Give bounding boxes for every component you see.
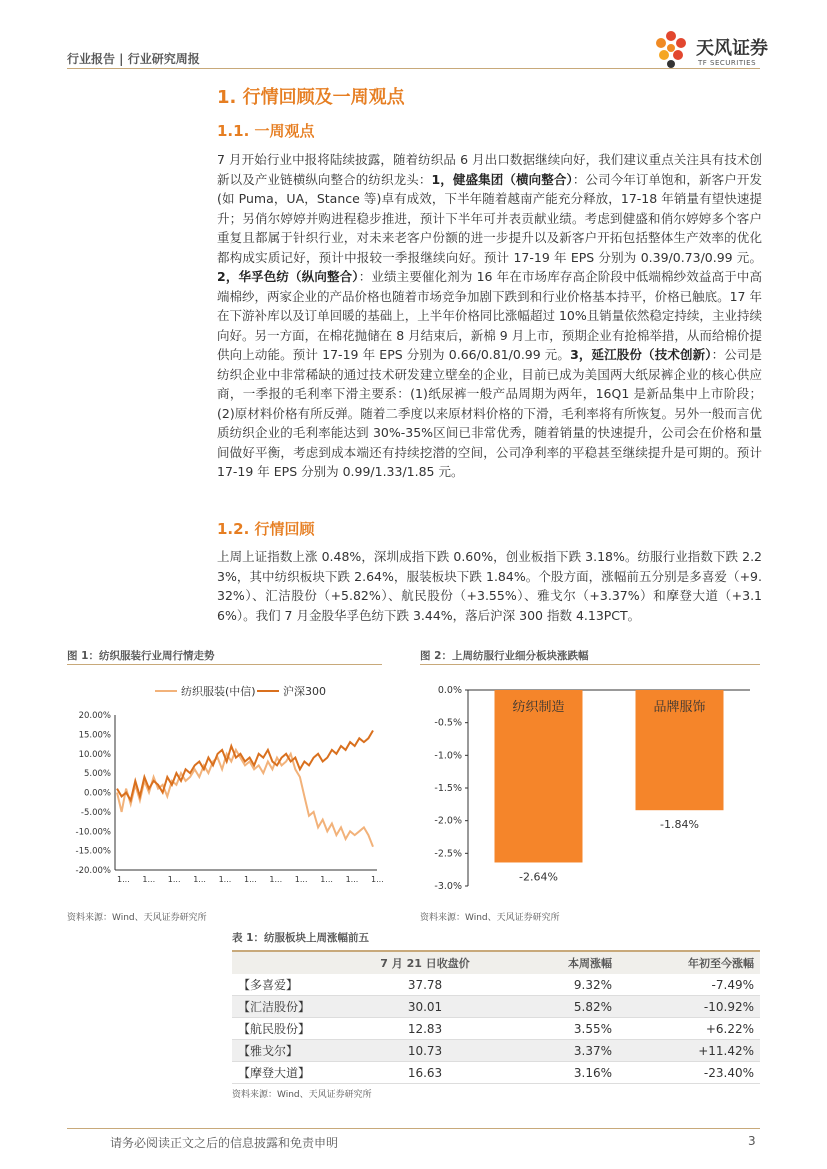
x-tick-label: 1...: [269, 875, 283, 884]
industry-trend-line-chart: [67, 670, 382, 898]
x-tick-label: 1...: [320, 875, 333, 884]
x-tick-label: 1...: [244, 875, 257, 884]
y-tick-label: -15.00%: [75, 846, 111, 857]
x-tick-label: 1...: [142, 875, 156, 884]
weekly-view-paragraph: [217, 150, 762, 482]
para-yanjiang: ：公司是纺织企业中非常稀缺的通过技术研发建立壁垒的企业，目前已成为美国两大纸尿裤企业的核心供应商，一季报的毛利率下滑主要系：(1)纸尿裤一般产品周期为两年，16Q1 是新品集中上市阶段；(2)原材料价格有所反弹。随着二季度以来原材料价格的下滑，毛利率将有所恢复。另外一般而言优质纺织企业的毛利率能达到 30%-35%区间已非常优秀，随着销量的快速提升，公司会在价格和量间做好平衡，考虑到成本端还有持续挖潜的空间，公司净利率的平稳甚至继续提升是可期的。预计 17-19 年 EPS 分别为 0.99/1.33/1.85 元。: [217, 347, 763, 479]
para-huafu: ：业绩主要催化剂为 16 年在市场库存高企阶段中低端棉纱效益高于中高端棉纱，两家企业的产品价格也随着市场竞争加剧下跌到和行业价格基本持平，价格已触底。17 年在下游补库以及订单回暖的基础上，上半年价格同比涨幅超过 10%且销量依然稳定持续，主业持续向好。另一方面，在棉花抛储在 8 月结束后，新棉 9 月上市，预期企业有抢棉举措，从而给棉价提供向上动能。预计 17-19 年 EPS 分别为 0.66/0.81/0.99 元。: [217, 269, 763, 362]
x-tick-label: 1...: [371, 875, 384, 884]
x-tick-label: 1...: [193, 875, 206, 884]
table-cell-week: 3.55%: [496, 1018, 618, 1040]
table-cell-close: 30.01: [354, 996, 496, 1018]
para-highlight-jiansheng: 1，健盛集团（横向整合）: [431, 171, 573, 187]
logo-english-name: TF SECURITIES: [698, 59, 757, 67]
data-label: -1.84%: [660, 818, 699, 832]
table-cell-ytd: +11.42%: [618, 1040, 760, 1062]
y-tick-label: 5.00%: [83, 769, 111, 780]
figure-1-title: 图 1：纺织服装行业周行情走势: [67, 650, 215, 662]
table-row: [232, 996, 760, 1018]
figure-2-divider: [420, 664, 760, 665]
category-label: 纺织制造: [512, 700, 565, 715]
figure-2-title: 图 2：上周纺服行业细分板块涨跌幅: [420, 650, 589, 662]
footer-divider: [67, 1128, 760, 1129]
y-tick-label: -1.5%: [434, 783, 462, 794]
section-1-1-title: 1.1. 一周观点: [217, 122, 315, 140]
category-label: 品牌服饰: [653, 700, 706, 715]
y-tick-label: 0.00%: [83, 788, 111, 799]
table-cell-ytd: +6.22%: [618, 1018, 760, 1040]
table-cell-week: 3.37%: [496, 1040, 618, 1062]
y-tick-label: -2.0%: [434, 815, 462, 827]
report-type-label: 行业报告 | 行业研究周报: [67, 52, 200, 66]
table-cell-close: 16.63: [354, 1062, 496, 1084]
market-review-paragraph: 上周上证指数上涨 0.48%，深圳成指下跌 0.60%，创业板指下跌 3.18%。纺服行业指数下跌 2.23%，其中纺织板块下跌 2.64%，服装板块下跌 1.84%。个股方面，涨幅前五分别是多喜爱（+9.32%）、汇洁股份（+5.82%）、航民股份（+3.55%）、雅戈尔（+3.37%）和摩登大道（+3.16%）。我们 7 月金股华孚色纺下跌 3.44%，落后沪深 300 指数 4.13PCT。: [217, 549, 762, 623]
figure-1-divider: [67, 664, 382, 665]
disclaimer-footer: 请务必阅读正文之后的信息披露和免责申明: [110, 1136, 339, 1150]
table-cell-close: 37.78: [354, 974, 496, 996]
flower-logo-icon: [650, 28, 692, 70]
legend-label: 纺织服装(中信): [181, 685, 256, 698]
table-header-stock: [232, 951, 354, 974]
table-1-source: 资料来源：Wind、天风证券研究所: [232, 1090, 372, 1100]
table-header-week: 本周涨幅: [496, 951, 618, 974]
figure-1-source: 资料来源：Wind、天风证券研究所: [67, 913, 207, 923]
table-cell-close: 10.73: [354, 1040, 496, 1062]
y-tick-label: 10.00%: [78, 749, 111, 760]
table-row: [232, 1062, 760, 1084]
page-number: 3: [748, 1134, 756, 1148]
table-cell-week: 3.16%: [496, 1062, 618, 1084]
table-header-ytd: 年初至今涨幅: [618, 951, 760, 974]
para-intro: 7 月开始行业中报将陆续披露，随着纺织品 6 月出口数据继续向好，我们建议重点关注具有技术创新以及产业链横纵向整合的纺织龙头：: [217, 152, 762, 187]
y-tick-label: -20.00%: [75, 866, 111, 876]
y-tick-label: 20.00%: [78, 711, 111, 721]
table-cell-stock: 【多喜爱】: [232, 974, 354, 996]
table-cell-stock: 【汇洁股份】: [232, 996, 354, 1018]
y-tick-label: -3.0%: [434, 881, 462, 892]
table-cell-ytd: -23.40%: [618, 1062, 760, 1084]
top-five-gainers-table: [232, 950, 760, 1084]
y-tick-label: -0.5%: [434, 717, 462, 729]
section-1-2-title: 1.2. 行情回顾: [217, 520, 315, 538]
y-tick-label: -5.00%: [80, 807, 111, 818]
y-tick-label: 0.0%: [437, 685, 462, 696]
table-cell-stock: 【航民股份】: [232, 1018, 354, 1040]
table-header-row: [232, 951, 760, 974]
table-cell-stock: 【雅戈尔】: [232, 1040, 354, 1062]
x-tick-label: 1...: [218, 875, 232, 884]
y-tick-label: -10.00%: [75, 827, 111, 838]
data-label: -2.64%: [519, 870, 558, 884]
tf-securities-logo: [650, 28, 775, 70]
table-cell-week: 9.32%: [496, 974, 618, 996]
x-tick-label: 1...: [167, 875, 181, 884]
y-tick-label: 15.00%: [78, 730, 111, 741]
series-line: [117, 750, 373, 847]
x-tick-label: 1...: [294, 875, 308, 884]
bar: [495, 690, 583, 862]
table-row: [232, 1040, 760, 1062]
table-cell-ytd: -10.92%: [618, 996, 760, 1018]
table-cell-close: 12.83: [354, 1018, 496, 1040]
table-cell-week: 5.82%: [496, 996, 618, 1018]
subsector-bar-chart: [420, 670, 760, 898]
table-row: [232, 974, 760, 996]
y-tick-label: -1.0%: [434, 750, 462, 762]
x-tick-label: 1...: [117, 875, 130, 884]
table-1-title: 表 1：纺服板块上周涨幅前五: [232, 932, 369, 944]
para-highlight-yanjiang: 3，延江股份（技术创新）: [570, 347, 712, 362]
figure-2-source: 资料来源：Wind、天风证券研究所: [420, 913, 560, 923]
table-row: [232, 1018, 760, 1040]
legend-label: 沪深300: [283, 685, 326, 698]
table-cell-ytd: -7.49%: [618, 974, 760, 996]
x-tick-label: 1...: [345, 875, 359, 884]
section-1-title: 1. 行情回顾及一周观点: [217, 87, 405, 108]
table-header-close: 7 月 21 日收盘价: [354, 951, 496, 974]
para-highlight-huafu: 2，华孚色纺（纵向整合）: [217, 269, 359, 284]
para-jiansheng: ：公司今年订单饱和，新客户开发(如 Puma，UA，Stance 等)卓有成效，下半年随着越南产能充分释放，17-18 年销量有望快速提升；另俏尔婷婷并购进程稳步推进，预计下半年可并表贡献业绩。考虑到健盛和俏尔婷婷多个客户重复且都属于针织行业，对未来老客户份额的进一步提升以及新客户开拓包括整体生产效率的优化都构成实质记好，预计中报较一季报继续向好。预计 17-19 年 EPS 分别为 0.39/0.73/0.99 元。: [217, 171, 762, 265]
table-cell-stock: 【摩登大道】: [232, 1062, 354, 1084]
y-tick-label: -2.5%: [434, 848, 462, 860]
logo-chinese-name: 天风证券: [696, 38, 768, 59]
